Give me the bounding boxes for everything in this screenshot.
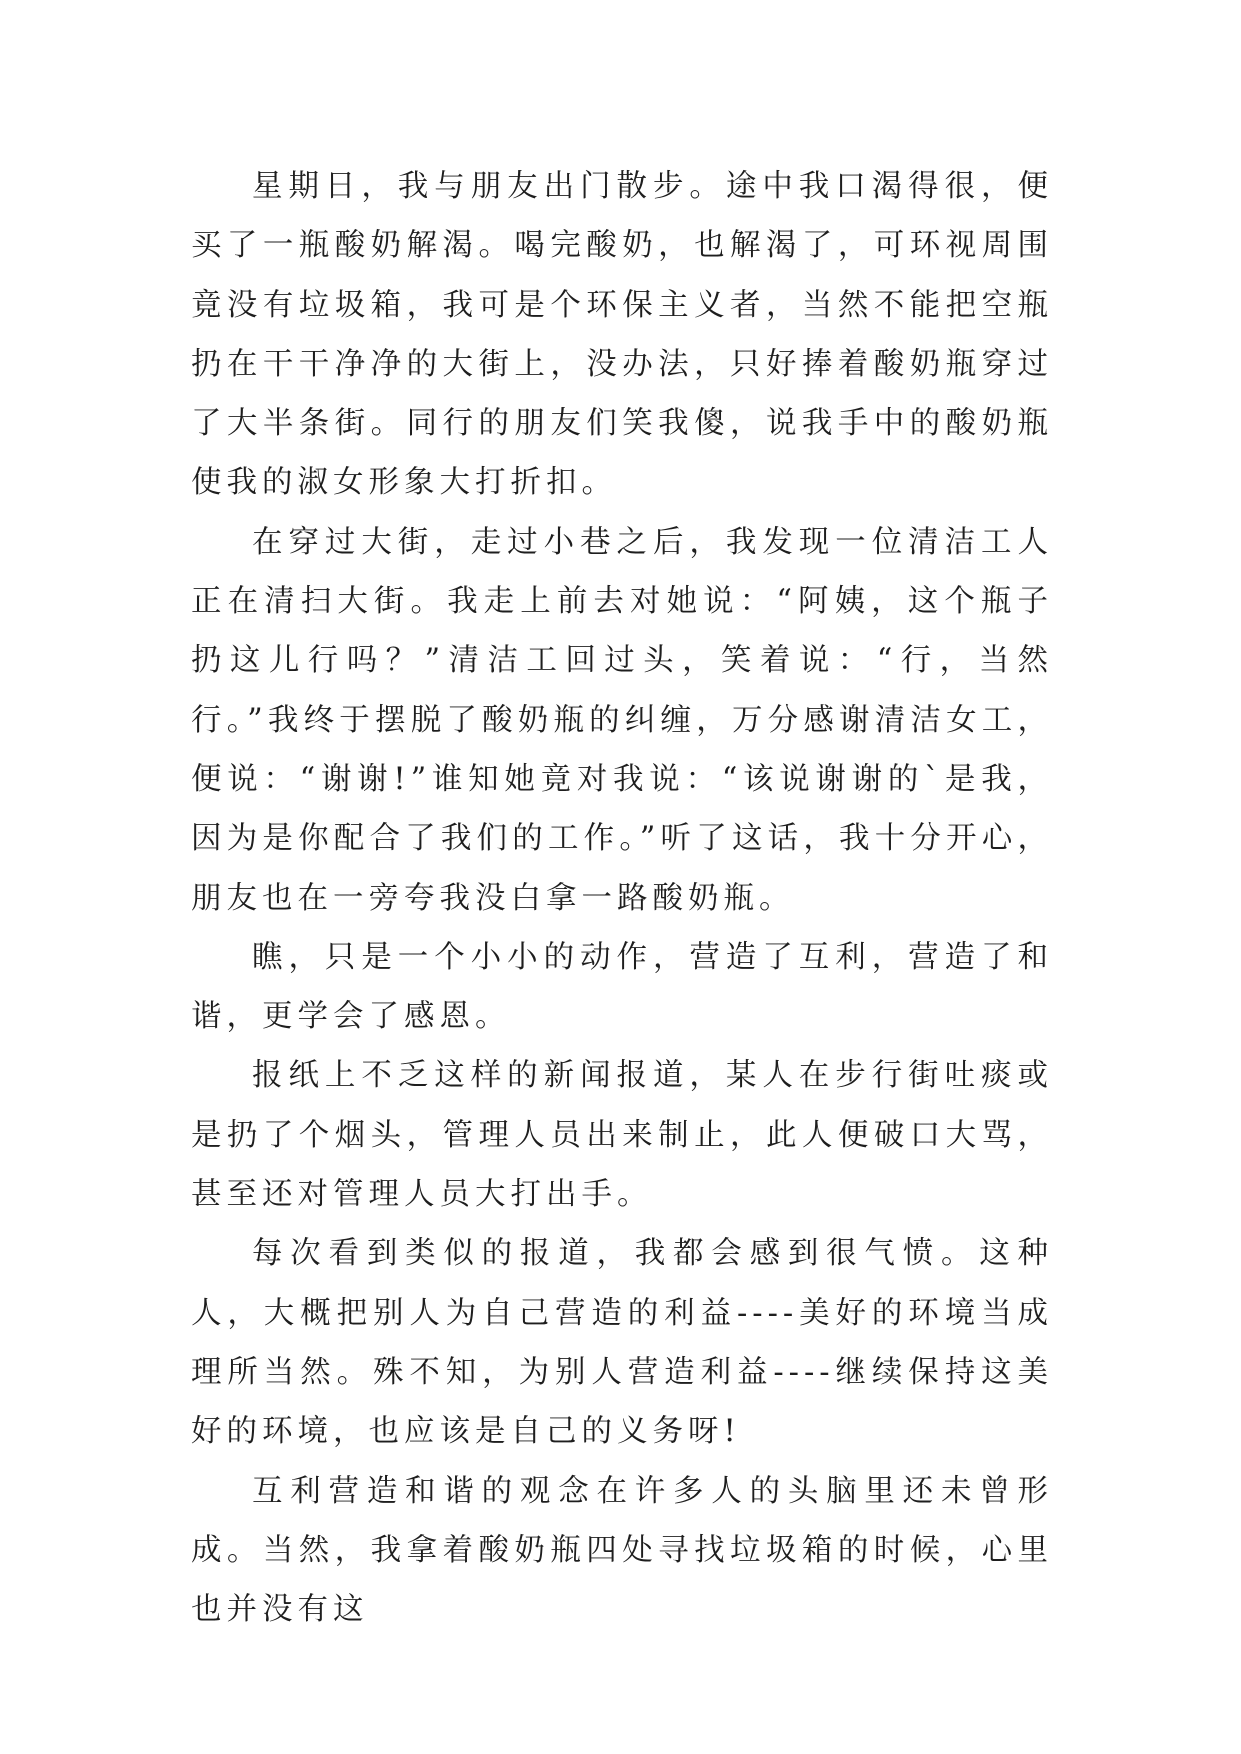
paragraph-1: 星期日，我与朋友出门散步。途中我口渴得很，便买了一瓶酸奶解渴。喝完酸奶，也解渴了，可环视周围竟没有垃圾箱，我可是个环保主义者，当然不能把空瓶扔在干干净净的大街上，没办法，只好捧着酸奶瓶穿过了大半条街。同行的朋友们笑我傻，说我手中的酸奶瓶使我的淑女形象大打折扣。 [191,169,1053,501]
paragraph-6: 互利营造和谐的观念在许多人的头脑里还未曾形成。当然，我拿着酸奶瓶四处寻找垃圾箱的时候，心里也并没有这 [191,1473,1053,1628]
paragraph-4: 报纸上不乏这样的新闻报道，某人在步行街吐痰或是扔了个烟头，管理人员出来制止，此人便破口大骂，甚至还对管理人员大打出手。 [191,1058,1053,1213]
paragraph-3: 瞧，只是一个小小的动作，营造了互利，营造了和谐，更学会了感恩。 [191,939,1053,1035]
paragraph-5: 每次看到类似的报道，我都会感到很气愤。这种人，大概把别人为自己营造的利益----美好的环境当成理所当然。殊不知，为别人营造利益----继续保持这美好的环境，也应该是自己的义务呀! [191,1236,1053,1450]
paragraph-2: 在穿过大街，走过小巷之后，我发现一位清洁工人正在清扫大街。我走上前去对她说：“阿姨，这个瓶子扔这儿行吗？”清洁工回过头，笑着说：“行，当然行。”我终于摆脱了酸奶瓶的纠缠，万分感谢清洁女工，便说：“谢谢!”谁知她竟对我说：“该说谢谢的`是我，因为是你配合了我们的工作。”听了这话，我十分开心，朋友也在一旁夸我没白拿一路酸奶瓶。 [191,524,1053,916]
essay-body [191,157,1053,1639]
